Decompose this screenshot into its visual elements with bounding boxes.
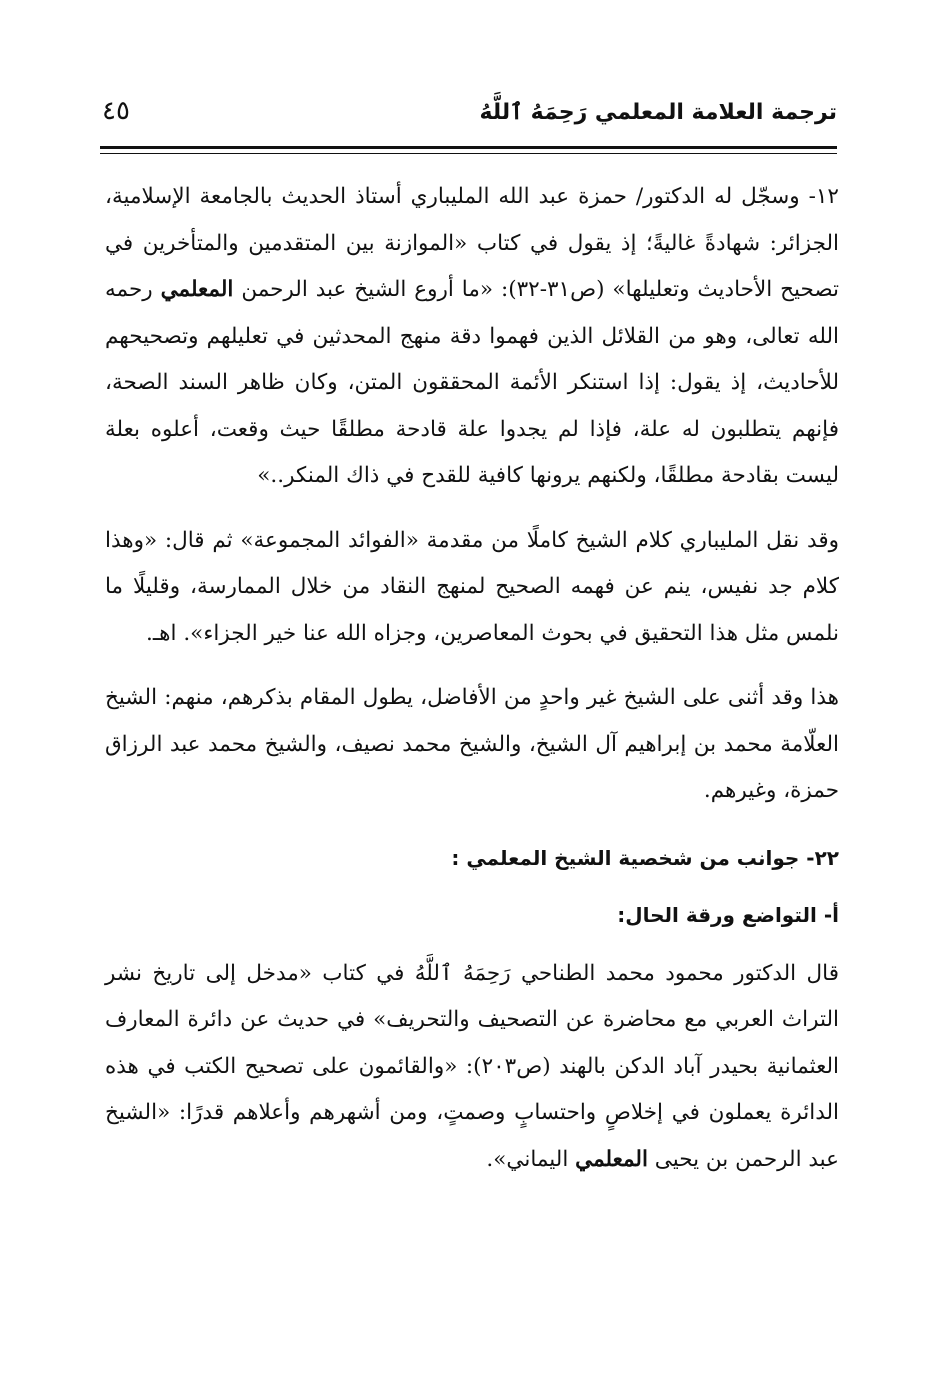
item-12-paragraph: [105, 174, 839, 500]
tanahi-paragraph: [105, 951, 839, 1184]
running-header: [100, 92, 837, 142]
page-body: [105, 174, 839, 1201]
section-22-heading: [105, 833, 839, 883]
header-rule-thin: [100, 153, 837, 154]
page-number: ٤٥: [102, 96, 130, 126]
subsection-a-heading: أ- التواضع ورقة الحال:: [617, 902, 839, 927]
section-22-title: جوانب من شخصية الشيخ المعلمي :: [451, 845, 800, 870]
praise-paragraph: هذا وقد أثنى على الشيخ غير واحدٍ من الأفاضل، يطول المقام بذكرهم، منهم: الشيخ العلّامة محمد بن إبراهيم آل الشيخ، والشيخ محمد نصيف، والشيخ محمد عبد الرزاق حمزة، وغيرهم.: [105, 685, 839, 803]
section-22-number: ٢٢-: [806, 845, 839, 870]
item-12-bold-name: المعلمي: [160, 277, 234, 302]
item-12-text-a: الجزائر: شهادةً غاليةً؛ إذ يقول في كتاب «الموازنة بين المتقدمين والمتأخرين في تصحيح الأحاديث وتعليلها» (ص٣١-٣٢): «ما أروع الشيخ عبد الرحمن: [105, 230, 839, 302]
header-title: ترجمة العلامة المعلمي رَحِمَهُ ٱللَّهُ: [479, 100, 837, 125]
item-12-number: ١٢-: [808, 184, 839, 209]
tanahi-text-a: قال الدكتور محمود محمد الطناحي رَحِمَهُ ٱللَّهُ في كتاب «مدخل إلى تاريخ نشر التراث العربي مع محاضرة عن التصحيف والتحريف» في حديث عن دائرة المعارف العثمانية بحيدر آباد الدكن بالهند (ص٢٠٣): «والقائمون على تصحيح الكتب في هذه الدائرة يعملون في إخلاصٍ واحتسابٍ وصمتٍ، ومن أشهرهم وأعلاهم قدرًا: «الشيخ عبد الرحمن بن يحيى: [105, 960, 839, 1172]
item-12-line1: وسجّل له الدكتور/ حمزة عبد الله المليباري أستاذ الحديث بالجامعة الإسلامية،: [105, 184, 800, 209]
header-rule-thick: [100, 146, 837, 149]
tanahi-text-b: اليماني».: [486, 1146, 569, 1172]
malibari-paragraph: وقد نقل المليباري كلام الشيخ كاملًا من مقدمة «الفوائد المجموعة» ثم قال: «وهذا كلام جد نفيس، ينم عن فهمه الصحيح لمنهج النقاد من خلال الممارسة، وقليلًا ما نلمس مثل هذا التحقيق في بحوث المعاصرين، وجزاه الله عنا خير الجزاء». اهـ.: [105, 527, 839, 646]
item-12-text-b: رحمه الله تعالى، وهو من القلائل الذين فهموا دقة منهج المحدثين في تعليلهم وتصحيحهم للأحاديث، إذ يقول: إذا استنكر الأئمة المحققون المتن، وكان ظاهر السند الصحة، فإنهم يتطلبون له علة، فإذا لم يجدوا علة قادحة مطلقًا حيث وقعت، أعلوه بعلة ليست بقادحة مطلقًا، ولكنهم يرونها كافية للقدح في ذاك المنكر..»: [105, 277, 839, 488]
tanahi-bold-name: المعلمي: [575, 1146, 648, 1172]
